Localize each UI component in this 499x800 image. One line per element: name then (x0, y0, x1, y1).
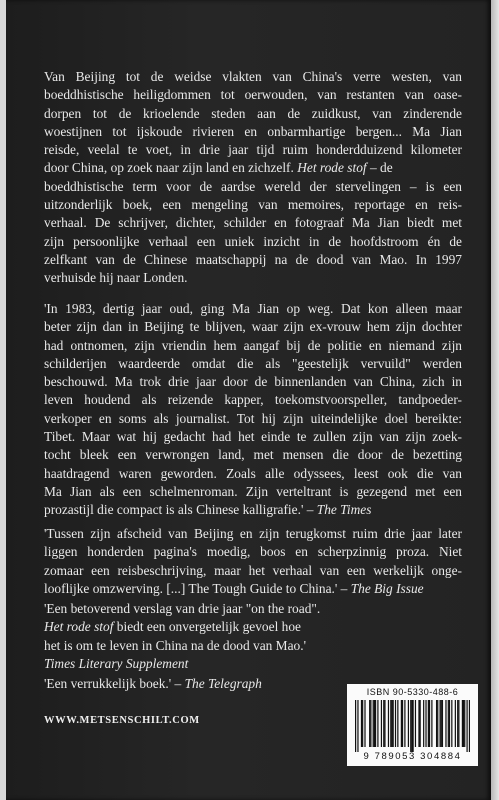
text-line: leven houdend als reizende kapper, toekomstvoorspeller, tandpoeder- (44, 392, 462, 408)
text-line: beter zijn dan in Beijing te blijven, waar zijn ex-vrouw hem zijn dochter (44, 319, 462, 335)
text-line: Tibet. Maar wat hij gedacht had het einde te zullen zijn van zijn zoek- (44, 429, 462, 445)
isbn-number: ISBN 90-5330-488-6 (366, 687, 459, 697)
text-line: zelfkant van de Chinese maatschappij na de dood van Mao. In 1997 (44, 251, 462, 267)
book-title: Het rode stof (44, 619, 114, 635)
book-back-cover (6, 0, 491, 800)
text-run: 'Een verrukkelijk boek.' – (44, 676, 185, 691)
barcode-label (347, 684, 478, 766)
text-line: Ma Jian als een schelmenroman. Zijn verteltrant is gezegend met een (44, 483, 462, 499)
barcode-icon (355, 700, 470, 752)
text-line (44, 618, 462, 636)
text-line: 'Een betoverend verslag van drie jaar "on the road". (44, 601, 321, 616)
text-line (44, 655, 462, 673)
text-line: verhaal. De schrijver, dichter, schilder en fotograaf Ma Jian biedt met (44, 215, 462, 231)
text-line: zomaar een reisbeschrijving, maar het verhaal van een werkelijk onge- (44, 562, 462, 578)
text-line: verkoper en soms als journalist. Tot hij zijn uiteindelijke doel bereikte: (44, 410, 462, 426)
text-line (44, 159, 462, 177)
review-source: The Times (316, 502, 372, 518)
text-line: beschouwd. Ma trok drie jaar door de binnenlanden van China, zich in (44, 374, 462, 390)
text-line: boeddhistische heiligdommen tot oerwouden, van restanten van oase- (44, 87, 462, 103)
text-line: schilderijen waardeerde omdat die als "geestelijk vervuild" werden (44, 355, 462, 371)
page-edge (491, 0, 499, 800)
text-line: Van Beijing tot de weidse vlakten van China's verre westen, van (44, 69, 462, 84)
text-line: 'In 1983, dertig jaar oud, ging Ma Jian op weg. Dat kon alleen maar (44, 301, 462, 316)
review-source: Times Literary Supplement (44, 655, 189, 671)
text-line: uitzonderlijk boek, een mengeling van memoires, reportage en reis- (44, 197, 462, 213)
blurb-paragraph (44, 68, 462, 288)
book-title: Het rode stof (297, 160, 367, 176)
text-line (44, 580, 462, 598)
review-quote-big-issue (44, 525, 462, 598)
text-line: dorpen tot de krioelende steden aan de zuidkust, van zinderende (44, 105, 462, 121)
text-run: – de (366, 160, 393, 176)
text-line: boeddhistische term voor de aardse wereld der stervelingen – is een (44, 178, 462, 194)
review-quote-times (44, 300, 462, 520)
text-line: verhuisde hij naar Londen. (44, 270, 188, 286)
text-run: door China, op zoek naar zijn land en zichzelf. (44, 160, 298, 176)
text-line: had ontnomen, zijn vriendin hem aangaf bij de politie en niemand zijn (44, 337, 462, 353)
text-line: woestijnen tot ijskoude rivieren en onbarmhartige bergen... Ma Jian (44, 123, 462, 139)
publisher-website: WWW.METSENSCHILT.COM (44, 715, 200, 726)
barcode-digits: 9 789053 304884 (363, 751, 462, 762)
text-run: prozastijl die compact is als Chinese kalligrafie.' – (44, 502, 317, 518)
text-line: tocht bleek een verwrongen land, met mensen die door de bezetting (44, 447, 462, 463)
text-line: het is om te leven in China na de dood van Mao.' (44, 637, 306, 653)
review-quote-tls (44, 600, 462, 673)
text-run: looflijke omzwerving. [...] The Tough Guide to China.' – (44, 580, 351, 596)
text-line: zijn persoonlijke verhaal een uniek inzicht in de hoofdstroom én de (44, 233, 462, 249)
text-line: 'Tussen zijn afscheid van Beijing en zijn terugkomst ruim drie jaar later (44, 526, 462, 541)
text-line: liggen honderden pagina's moedig, boos en scherpzinnig proza. Niet (44, 544, 462, 560)
text-line: haatdragend waren geworden. Zoals alle odyssees, leest ook die van (44, 465, 462, 481)
review-source: The Telegraph (184, 676, 262, 691)
text-line (44, 501, 462, 519)
text-line: reisde, veelal te voet, in drie jaar tijd ruim honderdduizend kilometer (44, 142, 462, 158)
review-source: The Big Issue (350, 580, 424, 596)
text-run: biedt een onvergetelijk gevoel hoe (113, 619, 301, 635)
